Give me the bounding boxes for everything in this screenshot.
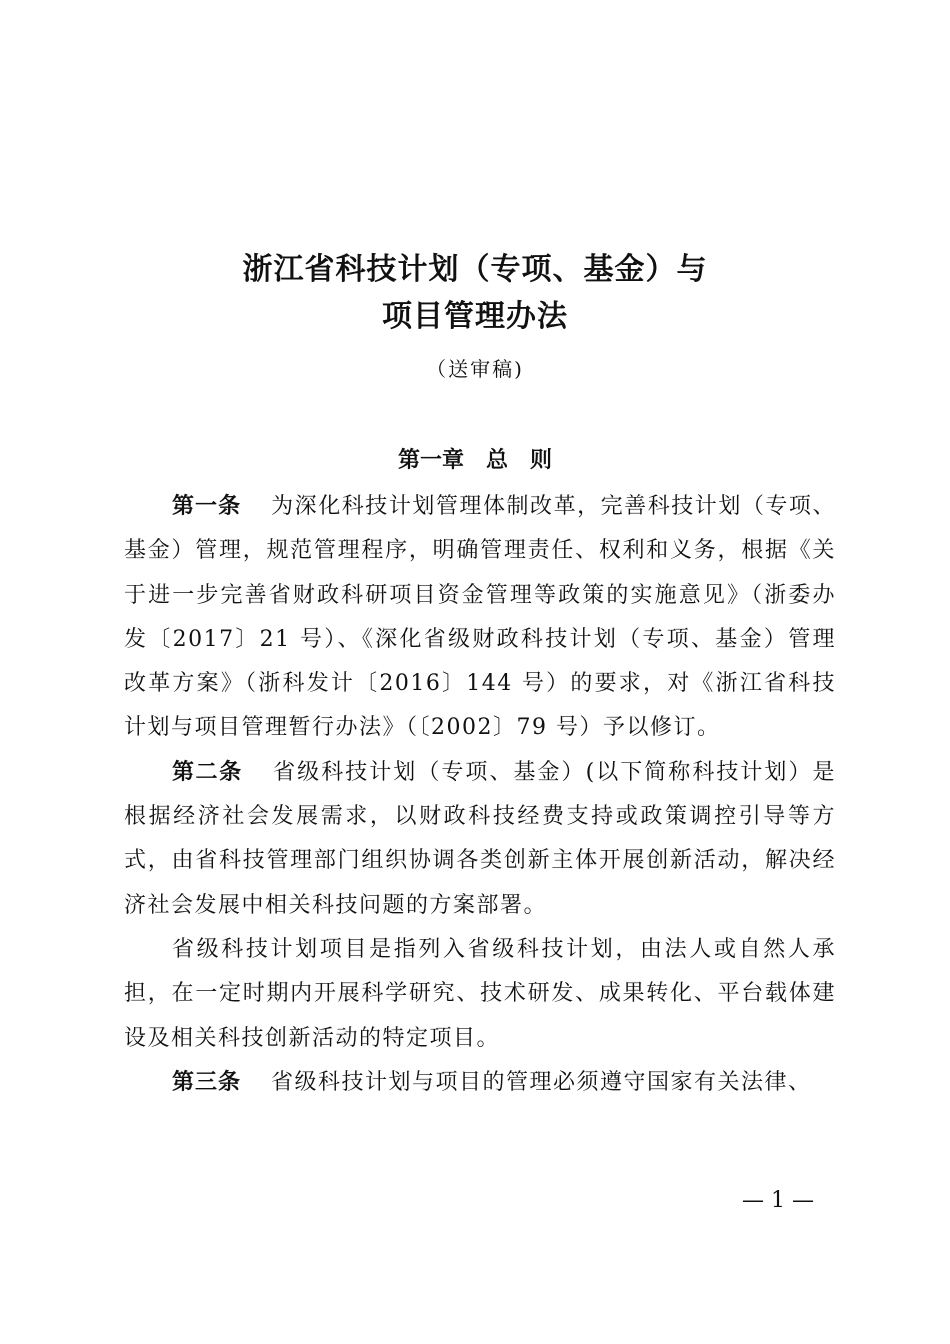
article-2	[124, 751, 836, 928]
page-number: — 1 —	[742, 1188, 814, 1213]
article-label: 第一条	[172, 494, 242, 519]
article-text: 省级科技计划（专项、基金）(以下简称科技计划）是根据经济社会发展需求，以财政科技经费支持或政策调控引导等方式，由省科技管理部门组织协调各类创新主体开展创新活动，解决经济社会发展中相关科技问题的方案部署。	[124, 759, 836, 918]
document-body	[124, 485, 836, 1105]
article-text: 省级科技计划项目是指列入省级科技计划，由法人或自然人承担，在一定时期内开展科学研究、技术研发、成果转化、平台载体建设及相关科技创新活动的特定项目。	[124, 936, 836, 1051]
article-1	[124, 485, 836, 751]
article-text: 为深化科技计划管理体制改革，完善科技计划（专项、基金）管理，规范管理程序，明确管理责任、权利和义务，根据《关于进一步完善省财政科研项目资金管理等政策的实施意见》（浙委办发〔2017〕21 号）、《深化省级财政科技计划（专项、基金）管理改革方案》（浙科发计〔2016〕144 号）的要求，对《浙江省科技计划与项目管理暂行办法》（〔2002〕79 号）予以修订。	[124, 494, 836, 741]
article-2-paragraph-2	[124, 928, 836, 1061]
document-subtitle: （送审稿)	[426, 357, 524, 381]
article-3	[124, 1061, 836, 1105]
article-text: 省级科技计划与项目的管理必须遵守国家有关法律、	[271, 1069, 812, 1095]
article-label: 第三条	[172, 1069, 242, 1095]
document-title-line-2: 项目管理办法	[382, 299, 568, 334]
document-title-line-1: 浙江省科技计划（专项、基金）与	[242, 252, 708, 287]
article-label: 第二条	[172, 759, 243, 785]
chapter-heading: 第一章 总 则	[397, 448, 552, 473]
